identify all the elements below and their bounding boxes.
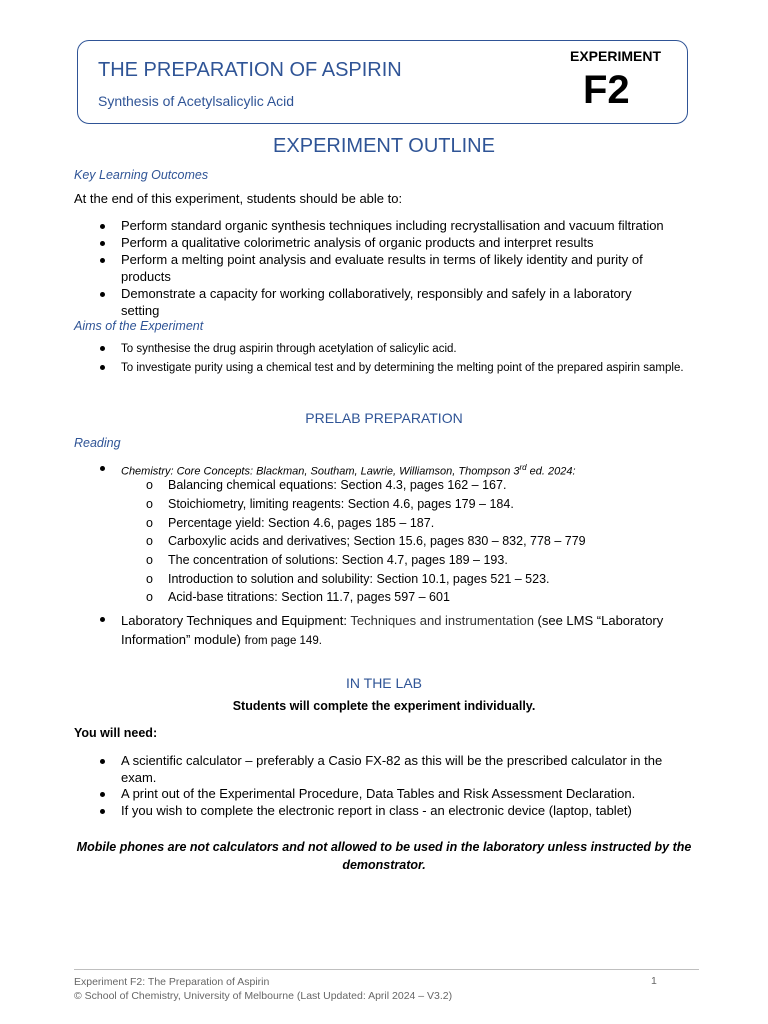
prelab-heading: PRELAB PREPARATION [305, 410, 463, 426]
experiment-label: EXPERIMENT [570, 48, 662, 64]
individual-note: Students will complete the experiment individually. [232, 699, 536, 713]
document-title: THE PREPARATION OF ASPIRIN [98, 59, 402, 81]
book-reference: Chemistry: Core Concepts: Blackman, Southam, Lawrie, Williamson, Thompson 3 [121, 465, 520, 478]
page-number: 1 [651, 975, 657, 987]
mobile-phone-warning: Mobile phones are not calculators and not allowed to be used in the laboratory unless instructed by the demonstrator. [76, 840, 692, 872]
aims-heading: Aims of the Experiment [74, 319, 204, 333]
klo-intro: At the end of this experiment, students should be able to: [74, 191, 403, 206]
footer-divider [74, 969, 699, 970]
reading-heading: Reading [74, 436, 121, 450]
experiment-code: F2 [583, 68, 630, 112]
techniques-link[interactable]: Techniques and instrumentation [350, 613, 534, 628]
you-will-need-heading: You will need: [74, 726, 158, 740]
footer-line-1: Experiment F2: The Preparation of Aspirin [74, 976, 270, 988]
footer-line-2: © School of Chemistry, University of Melbourne (Last Updated: April 2024 – V3.2) [74, 990, 453, 1002]
in-the-lab-heading: IN THE LAB [346, 675, 422, 691]
experiment-outline-heading: EXPERIMENT OUTLINE [273, 135, 495, 157]
footer-text [74, 975, 452, 1003]
document-subtitle: Synthesis of Acetylsalicylic Acid [98, 93, 295, 109]
key-learning-outcomes-heading: Key Learning Outcomes [74, 168, 209, 182]
